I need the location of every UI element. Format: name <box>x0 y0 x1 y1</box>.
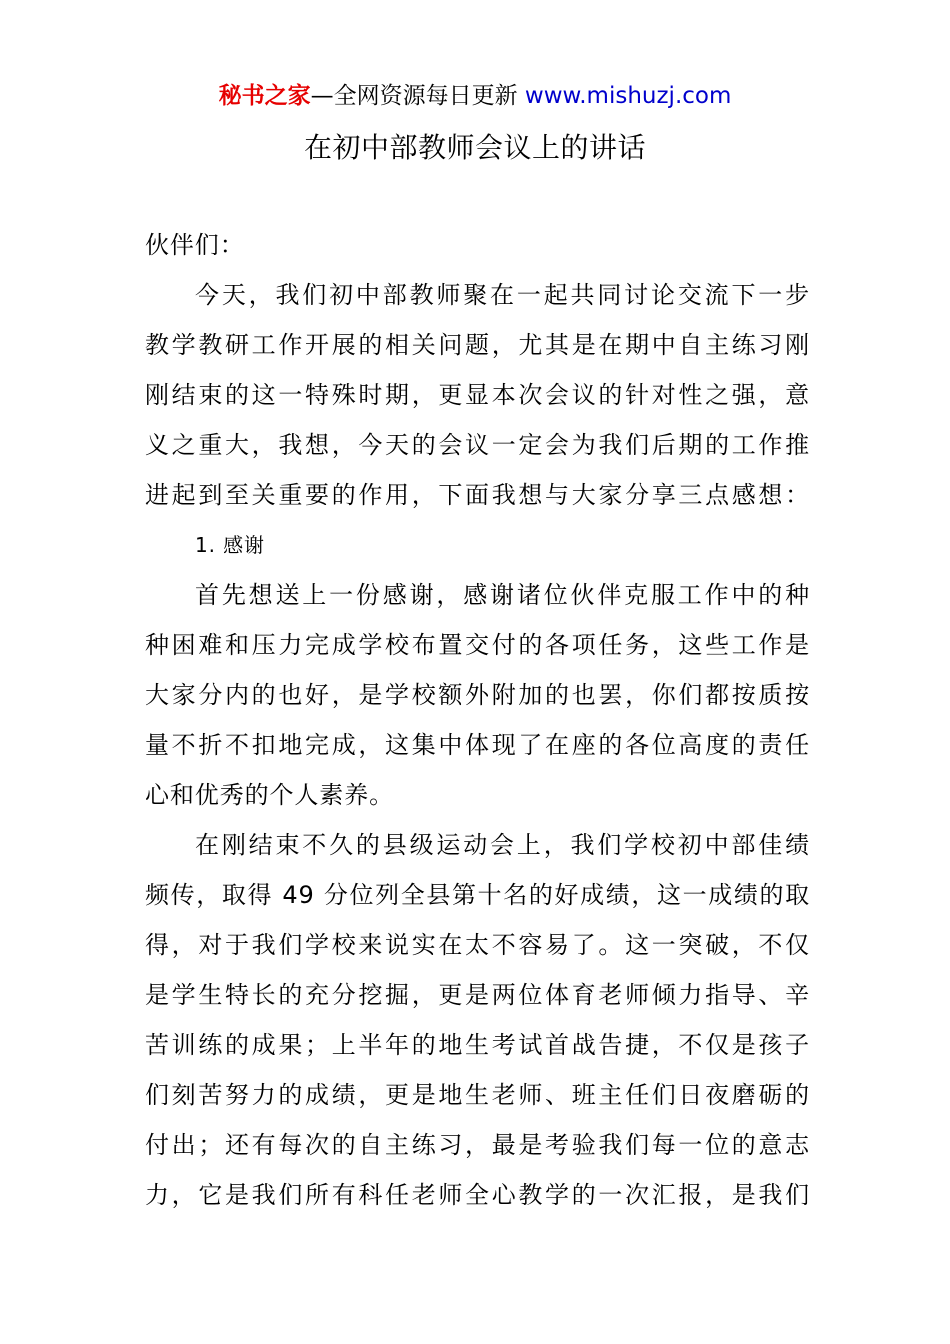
paragraph-line: 刚结束的这一特殊时期，更显本次会议的针对性之强，意 <box>145 381 810 409</box>
paragraph-line: 在刚结束不久的县级运动会上，我们学校初中部佳绩 <box>195 831 810 859</box>
paragraph-line: 大家分内的也好，是学校额外附加的也罢，你们都按质按 <box>145 681 810 709</box>
site-header <box>0 80 950 112</box>
paragraph-line: 量不折不扣地完成，这集中体现了在座的各位高度的责任 <box>145 731 810 759</box>
paragraph-line: 是学生特长的充分挖掘，更是两位体育老师倾力指导、辛 <box>145 981 810 1009</box>
site-tagline: —全网资源每日更新 <box>310 83 525 109</box>
paragraph-line: 今天，我们初中部教师聚在一起共同讨论交流下一步 <box>195 281 810 309</box>
paragraph-line: 心和优秀的个人素养。 <box>145 781 394 809</box>
paragraph-line: 义之重大，我想，今天的会议一定会为我们后期的工作推 <box>145 431 810 459</box>
salutation: 伙伴们： <box>145 231 245 259</box>
paragraph-line: 苦训练的成果；上半年的地生考试首战告捷，不仅是孩子 <box>145 1031 810 1059</box>
paragraph-line: 付出；还有每次的自主练习，最是考验我们每一位的意志 <box>145 1131 810 1159</box>
paragraph-line: 得，对于我们学校来说实在太不容易了。这一突破，不仅 <box>145 931 810 959</box>
site-url-link[interactable]: www.mishuzj.com <box>524 83 732 109</box>
paragraph-line: 们刻苦努力的成绩，更是地生老师、班主任们日夜磨砺的 <box>145 1081 810 1109</box>
site-brand: 秘书之家 <box>218 83 311 109</box>
paragraph-line: 力，它是我们所有科任老师全心教学的一次汇报，是我们 <box>145 1181 810 1209</box>
paragraph-line: 频传，取得 49 分位列全县第十名的好成绩，这一成绩的取 <box>145 881 810 909</box>
paragraph-line: 教学教研工作开展的相关问题，尤其是在期中自主练习刚 <box>145 331 810 359</box>
document-title: 在初中部教师会议上的讲话 <box>303 131 646 164</box>
paragraph-line: 进起到至关重要的作用，下面我想与大家分享三点感想： <box>145 481 810 509</box>
paragraph-line: 种困难和压力完成学校布置交付的各项任务，这些工作是 <box>145 631 810 659</box>
section-heading: 1. 感谢 <box>195 533 265 557</box>
paragraph-line: 首先想送上一份感谢，感谢诸位伙伴克服工作中的种 <box>195 581 810 609</box>
